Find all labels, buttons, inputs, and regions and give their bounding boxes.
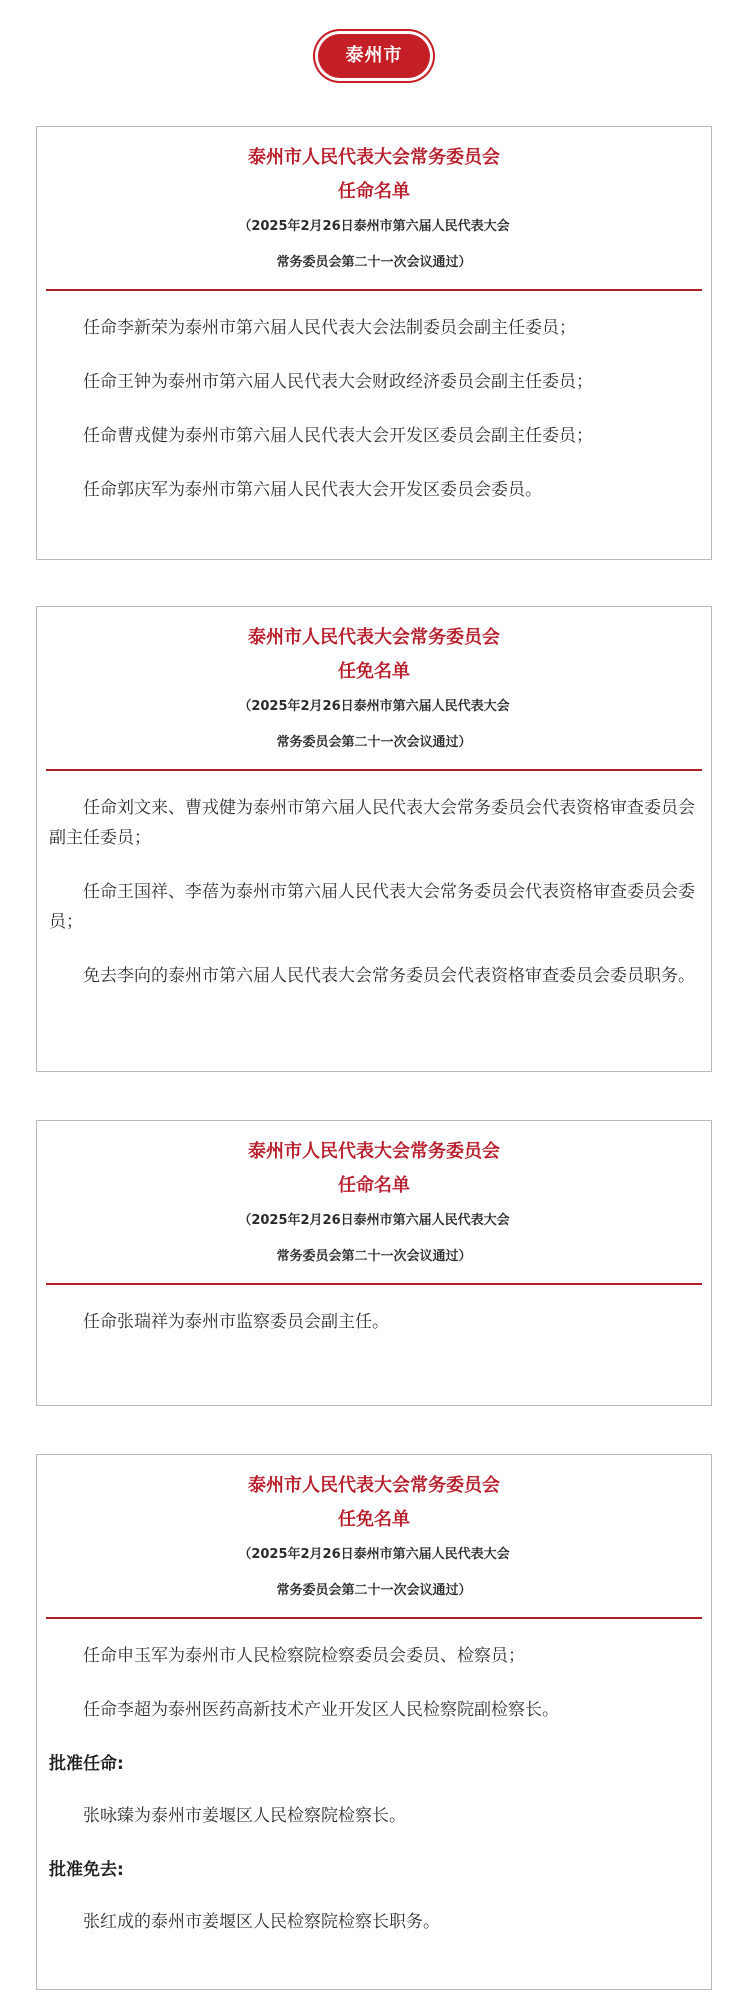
appointment-item: 任命李新荣为泰州市第六届人民代表大会法制委员会副主任委员； xyxy=(83,318,576,338)
appointment-item: 任命张瑞祥为泰州市监察委员会副主任。 xyxy=(83,1312,389,1332)
card-title: 泰州市人民代表大会常务委员会 xyxy=(248,1475,500,1496)
card-note-line2: 常务委员会第二十一次会议通过） xyxy=(276,735,472,750)
appointment-item: 任命王钟为泰州市第六届人民代表大会财政经济委员会副主任委员； xyxy=(83,372,593,392)
card-header xyxy=(37,1455,711,1609)
card-title: 泰州市人民代表大会常务委员会 xyxy=(248,627,500,648)
card-subtitle: 任命名单 xyxy=(338,181,410,202)
card-note-line1: （2025年2月26日泰州市第六届人民代表大会 xyxy=(238,1547,510,1562)
card-note-line2: 常务委员会第二十一次会议通过） xyxy=(276,1583,472,1598)
approve-appoint-label: 批准任命: xyxy=(49,1754,124,1774)
approve-remove-item: 张红成的泰州市姜堰区人民检察院检察长职务。 xyxy=(83,1912,440,1932)
appointment-item: 任命郭庆军为泰州市第六届人民代表大会开发区委员会委员。 xyxy=(83,480,542,500)
appointment-card-1 xyxy=(36,126,712,560)
appointment-item: 免去李向的泰州市第六届人民代表大会常务委员会代表资格审查委员会委员职务。 xyxy=(83,966,695,986)
card-header xyxy=(37,127,711,281)
card-note-line2: 常务委员会第二十一次会议通过） xyxy=(276,1249,472,1264)
appointment-card-2 xyxy=(36,606,712,1072)
appointment-item: 任命刘文来、曹戎健为泰州市第六届人民代表大会常务委员会代表资格审查委员会副主任委员； xyxy=(49,798,695,848)
appointment-card-4 xyxy=(36,1454,712,1990)
card-title: 泰州市人民代表大会常务委员会 xyxy=(248,1141,500,1162)
card-note-line1: （2025年2月26日泰州市第六届人民代表大会 xyxy=(238,219,510,234)
appointment-item: 任命李超为泰州医药高新技术产业开发区人民检察院副检察长。 xyxy=(83,1700,559,1720)
approve-remove-label: 批准免去: xyxy=(49,1860,124,1880)
card-note-line1: （2025年2月26日泰州市第六届人民代表大会 xyxy=(238,1213,510,1228)
appointment-item: 任命申玉军为泰州市人民检察院检察委员会委员、检察员； xyxy=(83,1646,525,1666)
card-subtitle: 任免名单 xyxy=(338,661,410,682)
appointment-item: 任命曹戎健为泰州市第六届人民代表大会开发区委员会副主任委员； xyxy=(83,426,593,446)
card-note-line1: （2025年2月26日泰州市第六届人民代表大会 xyxy=(238,699,510,714)
approve-appoint-item: 张咏臻为泰州市姜堰区人民检察院检察长。 xyxy=(83,1806,406,1826)
card-title: 泰州市人民代表大会常务委员会 xyxy=(248,147,500,168)
card-subtitle: 任命名单 xyxy=(338,1175,410,1196)
city-badge: 泰州市 xyxy=(318,34,430,78)
card-header xyxy=(37,1121,711,1275)
card-body xyxy=(37,1619,711,1959)
card-header xyxy=(37,607,711,761)
card-body xyxy=(37,771,711,1013)
card-body xyxy=(37,1285,711,1359)
appointment-card-3 xyxy=(36,1120,712,1406)
card-subtitle: 任免名单 xyxy=(338,1509,410,1530)
card-body xyxy=(37,291,711,527)
card-note-line2: 常务委员会第二十一次会议通过） xyxy=(276,255,472,270)
appointment-item: 任命王国祥、李蓓为泰州市第六届人民代表大会常务委员会代表资格审查委员会委员； xyxy=(49,882,695,932)
